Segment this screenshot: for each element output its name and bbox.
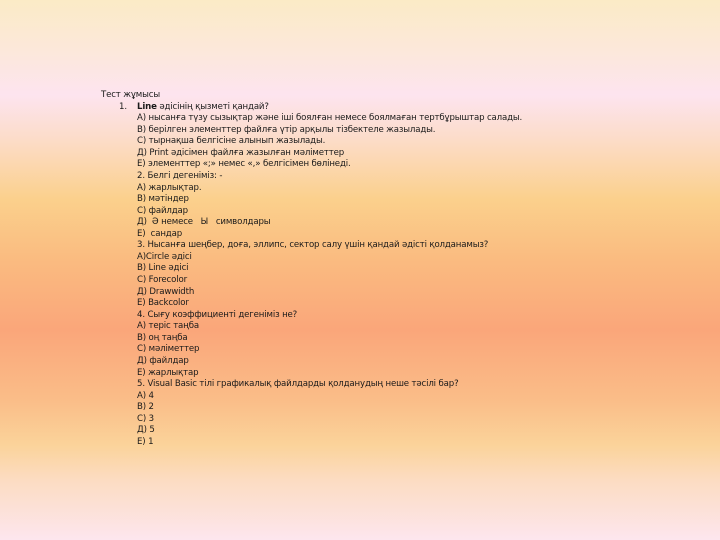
option-5d: Д) 5: [137, 425, 155, 436]
option-5a: А) 4: [137, 390, 154, 401]
question-1: [101, 102, 522, 114]
question-3: 3. Нысанға шеңбер, доға, эллипс, сектор салу үшін қандай әдісті қолданамыз?: [137, 240, 489, 251]
option-5b: В) 2: [137, 402, 154, 413]
question-2: 2. Белгі дегеніміз: -: [137, 170, 223, 181]
option-3a: А)Circle әдісі: [137, 251, 192, 262]
document-title: Тест жұмысы: [101, 90, 160, 100]
question-keyword: Line: [137, 101, 157, 112]
option-3c: С) Forecolor: [137, 275, 187, 285]
option-1c: С) тырнақша белгісіне алынып жазылады.: [137, 136, 326, 147]
option-5e: Е) 1: [137, 436, 154, 447]
option-4e: Е) жарлықтар: [137, 367, 199, 378]
option-4d: Д) файлдар: [137, 355, 189, 366]
option-2d: Д) Ә немесе Ы символдары: [137, 217, 271, 228]
option-5c: С) 3: [137, 413, 154, 424]
option-1a: А) нысанға түзу сызықтар және іші боялған немесе боялмаған тертбұрыштар салады.: [137, 113, 523, 124]
question-4: 4. Сығу коэффициенті дегеніміз не?: [137, 309, 298, 320]
option-2b: В) мәтіндер: [137, 194, 189, 205]
option-4b: В) оң таңба: [137, 332, 188, 343]
test-document: [101, 90, 522, 448]
option-4a: А) теріс таңба: [137, 321, 199, 332]
option-4c: С) мәліметтер: [137, 344, 200, 355]
option-1b: В) берілген элементтер файлға үтір арқылы тізбектеле жазылады.: [137, 124, 436, 135]
option-1e: Е) элементтер «;» немес «,» белгісімен бөлінеді.: [137, 159, 351, 170]
option-1d: Д) Print әдісімен файлға жазылған мәліметтер: [137, 147, 345, 158]
question-number: 1.: [119, 101, 127, 112]
option-2c: С) файлдар: [137, 205, 188, 216]
question-5: 5. Visual Basic тілі графикалық файлдарды қолданудың неше тәсілі бар?: [137, 379, 459, 390]
option-3e: Е) Backcolor: [137, 298, 189, 309]
option-2e: Е) сандар: [137, 228, 183, 239]
option-2a: А) жарлықтар.: [137, 182, 202, 193]
option-3d: Д) Drawwidth: [137, 286, 195, 297]
option-3b: В) Line әдісі: [137, 263, 189, 274]
question-text: әдісінің қызметі қандай?: [156, 101, 269, 112]
